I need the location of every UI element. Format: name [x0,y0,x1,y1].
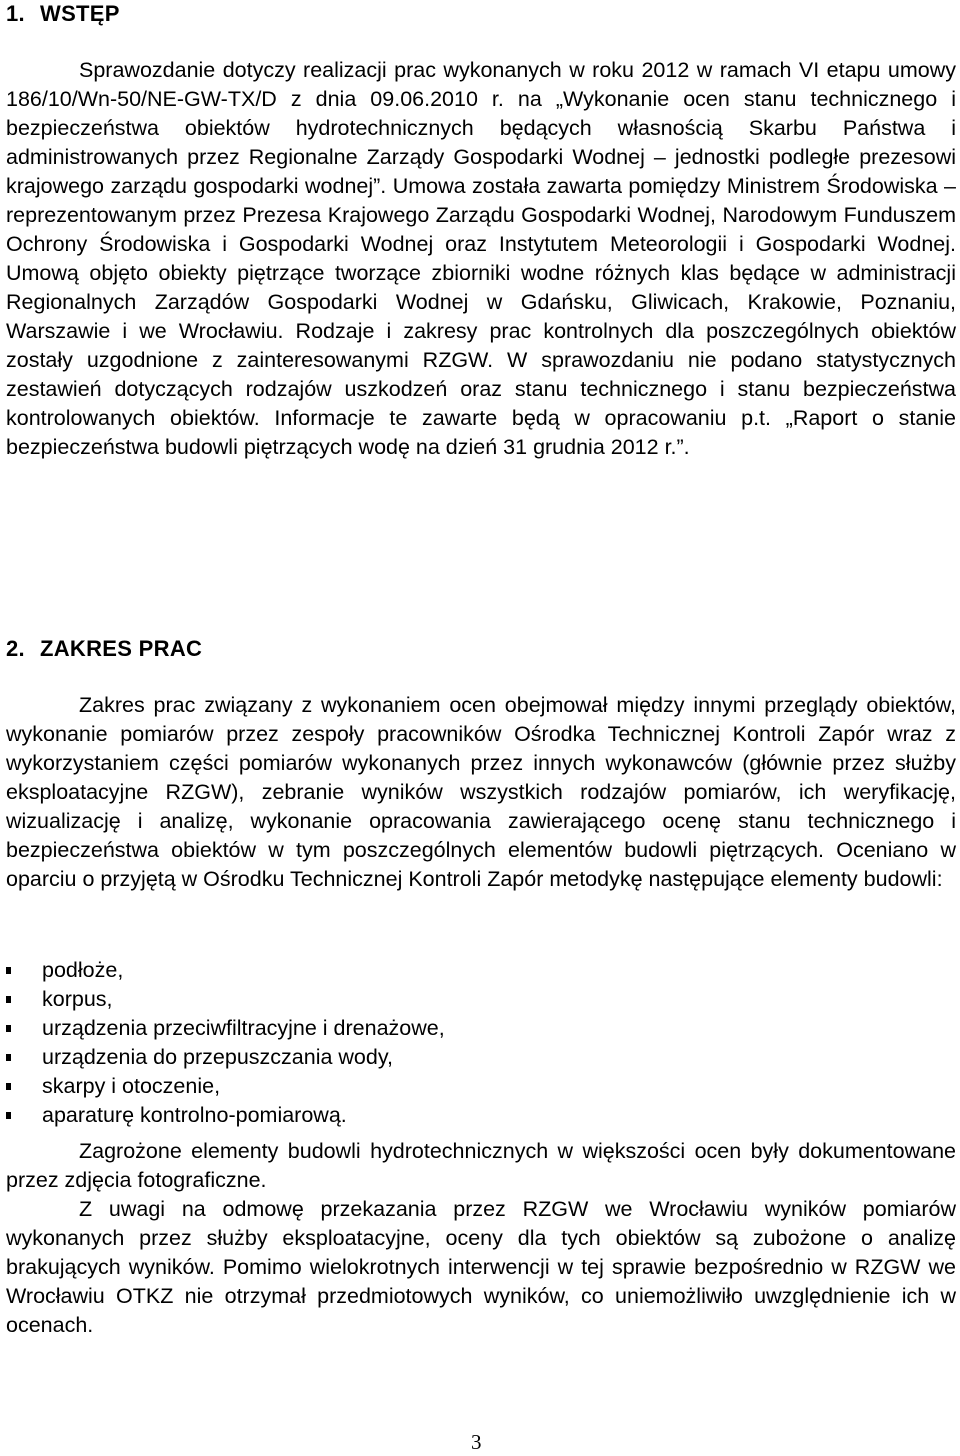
square-bullet-icon [6,1025,11,1032]
section-1-paragraph: Sprawozdanie dotyczy realizacji prac wykonanych w roku 2012 w ramach VI etapu umowy 186/10/Wn-50/NE-GW-TX/D z dnia 09.06.2010 r. na „Wykonanie ocen stanu technicznego i bezpieczeństwa obiektów hydrotechnicznych będących własnością Skarbu Państwa i administrowanych przez Regionalne Zarządy Gospodarki Wodnej – jednostki podległe prezesowi krajowego zarządu gospodarki wodnej”. Umowa została zawarta pomiędzy Ministrem Środowiska – reprezentowanym przez Prezesa Krajowego Zarządu Gospodarki Wodnej, Narodowym Funduszem Ochrony Środowiska i Gospodarki Wodnej oraz Instytutem Meteorologii i Gospodarki Wodnej. Umową objęto obiekty piętrzące tworzące zbiorniki wodne różnych klas będące w administracji Regionalnych Zarządów Gospodarki Wodnej w Gdańsku, Gliwicach, Krakowie, Poznaniu, Warszawie i we Wrocławiu. Rodzaje i zakresy prac kontrolnych dla poszczególnych obiektów zostały uzgodnione z zainteresowanymi RZGW. W sprawozdaniu nie podano statystycznych zestawień dotyczących rodzajów uszkodzeń oraz stanu technicznego i stanu bezpieczeństwa kontrolowanych obiektów. Informacje te zawarte będą w opracowaniu p.t. „Raport o stanie bezpieczeństwa budowli piętrzących wodę na dzień 31 grudnia 2012 r.”. [6,58,956,459]
square-bullet-icon [6,1083,11,1090]
square-bullet-icon [6,996,11,1003]
section-2-title: ZAKRES PRAC [40,636,203,661]
wroclaw-refusal-paragraph: Z uwagi na odmowę przekazania przez RZGW we Wrocławiu wyników pomiarów wykonanych przez służby eksploatacyjne, oceny dla tych obiektów są zubożone o analizę brakujących wyników. Pomimo wielokrotnych interwencji w tej sprawie bezpośrednio w RZGW we Wrocławiu OTKZ nie otrzymał przedmiotowych wyników, co uniemożliwiło uwzględnienie ich w ocenach. [6,1197,956,1337]
section-1-title: WSTĘP [40,1,120,26]
list-item [6,1101,956,1130]
square-bullet-icon [6,967,11,974]
list-item-label: skarpy i otoczenie, [42,1074,221,1098]
list-item-label: aparaturę kontrolno-pomiarową. [42,1103,347,1127]
list-item-label: urządzenia przeciwfiltracyjne i drenażowe, [42,1016,445,1040]
photo-documentation-paragraph: Zagrożone elementy budowli hydrotechnicznych w większości ocen były dokumentowane przez zdjęcia fotograficzne. [6,1139,956,1192]
section-1-heading [6,1,120,27]
section-2-paragraph: Zakres prac związany z wykonaniem ocen obejmował między innymi przeglądy obiektów, wykonanie pomiarów przez zespoły pracowników Ośrodka Technicznej Kontroli Zapór wraz z wykorzystaniem części pomiarów wykonanych przez innych wykonawców (głównie przez służby eksploatacyjne RZGW), zebranie wyników wszystkich rodzajów pomiarów, ich weryfikację, wizualizację i analizę, wykonanie opracowania zawierającego ocenę stanu technicznego i bezpieczeństwa obiektów w tym poszczególnych elementów budowli piętrzących. Oceniano w oparciu o przyjętą w Ośrodku Technicznej Kontroli Zapór metodykę następujące elementy budowli: [6,693,956,891]
list-item [6,985,956,1014]
section-2-number: 2. [6,636,25,661]
list-item-label: urządzenia do przepuszczania wody, [42,1045,393,1069]
page-number: 3 [471,1430,482,1454]
square-bullet-icon [6,1054,11,1061]
section-1-number: 1. [6,1,25,26]
list-item-label: podłoże, [42,958,124,982]
section-2-heading [6,636,202,662]
list-item [6,1014,956,1043]
list-item [6,1072,956,1101]
list-item [6,1043,956,1072]
dam-elements-list [6,956,956,1130]
square-bullet-icon [6,1112,11,1119]
list-item [6,956,956,985]
list-item-label: korpus, [42,987,113,1011]
